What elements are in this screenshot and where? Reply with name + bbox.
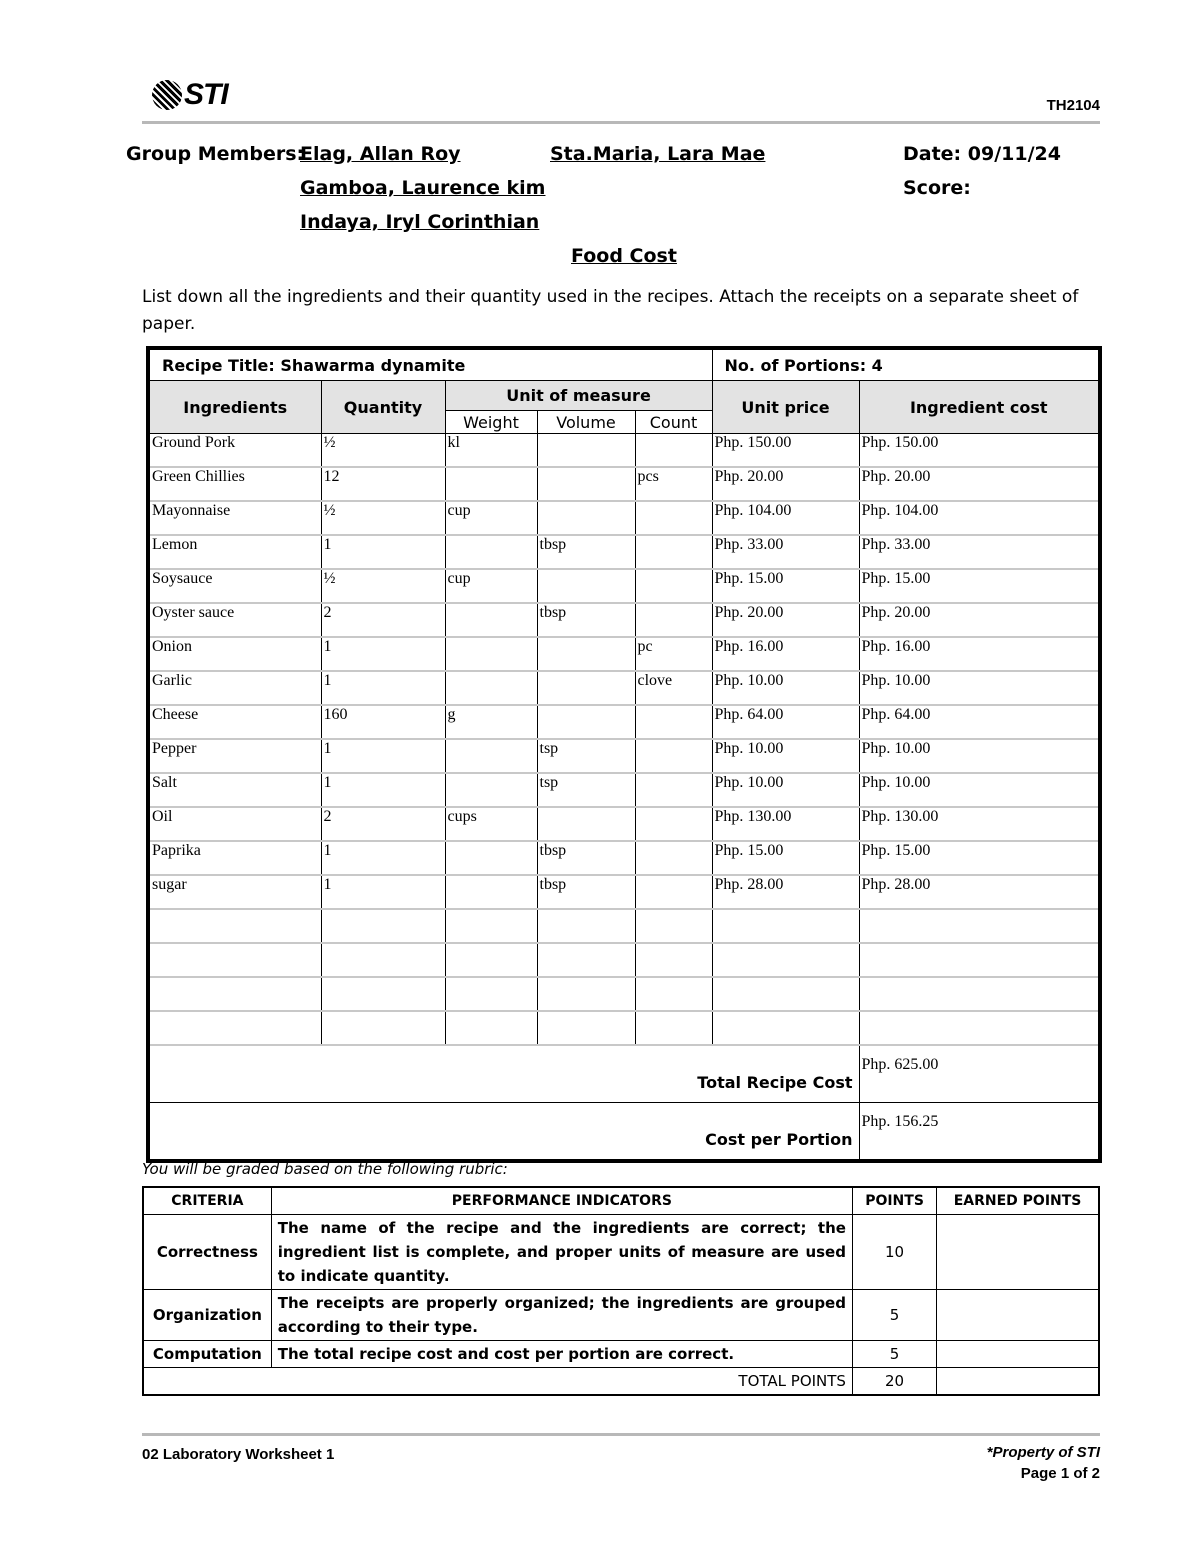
unit-price [712, 977, 859, 1011]
ingredient-cost [859, 1011, 1100, 1045]
table-row [148, 467, 1100, 501]
quantity: 1 [321, 875, 445, 909]
document-code: TH2104 [1046, 97, 1100, 114]
ingredient-name: Salt [148, 773, 321, 807]
unit-price [712, 909, 859, 943]
quantity: 1 [321, 773, 445, 807]
weight [445, 671, 537, 705]
table-row [148, 807, 1100, 841]
volume [537, 807, 635, 841]
count [635, 535, 712, 569]
unit-price: Php. 150.00 [712, 434, 859, 468]
count [635, 807, 712, 841]
header-weight: Weight [445, 411, 537, 434]
rubric-earned [937, 1215, 1099, 1290]
volume: tsp [537, 739, 635, 773]
rubric-header-criteria: CRITERIA [143, 1187, 271, 1215]
ingredient-name: Onion [148, 637, 321, 671]
ingredient-name: Ground Pork [148, 434, 321, 468]
unit-price: Php. 20.00 [712, 603, 859, 637]
unit-price [712, 943, 859, 977]
ingredient-name: Green Chillies [148, 467, 321, 501]
weight [445, 841, 537, 875]
volume: tbsp [537, 875, 635, 909]
table-row [148, 671, 1100, 705]
header-quantity: Quantity [321, 381, 445, 434]
unit-price: Php. 16.00 [712, 637, 859, 671]
unit-price: Php. 15.00 [712, 569, 859, 603]
unit-price: Php. 15.00 [712, 841, 859, 875]
rubric-note: You will be graded based on the following rubric: [142, 1160, 508, 1178]
footer-divider [142, 1433, 1100, 1436]
page-number: Page 1 of 2 [1020, 1465, 1100, 1482]
ingredient-name [148, 909, 321, 943]
quantity: 1 [321, 671, 445, 705]
volume [537, 977, 635, 1011]
footer-left: 02 Laboratory Worksheet 1 [142, 1446, 335, 1463]
count [635, 977, 712, 1011]
ingredient-cost [859, 909, 1100, 943]
rubric-criteria: Correctness [143, 1215, 271, 1290]
ingredient-name: Pepper [148, 739, 321, 773]
table-row [148, 739, 1100, 773]
ingredient-cost: Php. 15.00 [859, 569, 1100, 603]
rubric-indicator: The total recipe cost and cost per portion are correct. [271, 1341, 852, 1368]
volume [537, 909, 635, 943]
quantity: 1 [321, 739, 445, 773]
quantity: 160 [321, 705, 445, 739]
total-earned [937, 1368, 1099, 1396]
table-row [148, 637, 1100, 671]
recipe-title: Recipe Title: Shawarma dynamite [148, 348, 712, 381]
unit-price: Php. 28.00 [712, 875, 859, 909]
rubric-table [142, 1186, 1100, 1396]
cost-per-portion-label: Cost per Portion [148, 1103, 859, 1162]
volume [537, 637, 635, 671]
weight: cups [445, 807, 537, 841]
rubric-criteria: Computation [143, 1341, 271, 1368]
volume [537, 434, 635, 468]
rubric-points: 10 [852, 1215, 936, 1290]
weight: cup [445, 501, 537, 535]
ingredient-cost: Php. 20.00 [859, 603, 1100, 637]
rubric-header-earned: EARNED POINTS [937, 1187, 1099, 1215]
ingredient-cost: Php. 64.00 [859, 705, 1100, 739]
instructions: List down all the ingredients and their quantity used in the recipes. Attach the receipts on a separate sheet of paper. [142, 287, 1079, 334]
rubric-earned [937, 1290, 1099, 1341]
weight [445, 535, 537, 569]
volume: tbsp [537, 535, 635, 569]
header-ingredients: Ingredients [148, 381, 321, 434]
weight [445, 875, 537, 909]
count [635, 875, 712, 909]
score-label: Score: [903, 177, 971, 199]
quantity [321, 1011, 445, 1045]
unit-price: Php. 10.00 [712, 773, 859, 807]
unit-price: Php. 33.00 [712, 535, 859, 569]
quantity [321, 909, 445, 943]
footer-property: *Property of STI [986, 1444, 1100, 1461]
volume [537, 501, 635, 535]
portions: No. of Portions: 4 [712, 348, 1100, 381]
table-row [148, 909, 1100, 943]
ingredient-name: Paprika [148, 841, 321, 875]
quantity: 1 [321, 637, 445, 671]
ingredient-name: sugar [148, 875, 321, 909]
count [635, 603, 712, 637]
ingredient-name: Oyster sauce [148, 603, 321, 637]
unit-price: Php. 130.00 [712, 807, 859, 841]
date-label: Date: 09/11/24 [903, 143, 1061, 165]
unit-price: Php. 64.00 [712, 705, 859, 739]
rubric-header-indicators: PERFORMANCE INDICATORS [271, 1187, 852, 1215]
total-recipe-cost-label: Total Recipe Cost [148, 1045, 859, 1103]
rubric-points: 5 [852, 1290, 936, 1341]
rubric-criteria: Organization [143, 1290, 271, 1341]
count [635, 909, 712, 943]
volume: tsp [537, 773, 635, 807]
weight: kl [445, 434, 537, 468]
count [635, 501, 712, 535]
unit-price: Php. 20.00 [712, 467, 859, 501]
quantity: ½ [321, 569, 445, 603]
volume: tbsp [537, 603, 635, 637]
rubric-indicator: The name of the recipe and the ingredients are correct; the ingredient list is complete, and proper units of measure are used to indicate quantity. [271, 1215, 852, 1290]
quantity: 1 [321, 535, 445, 569]
count: pc [635, 637, 712, 671]
count [635, 569, 712, 603]
volume: tbsp [537, 841, 635, 875]
table-row [148, 977, 1100, 1011]
unit-price: Php. 10.00 [712, 671, 859, 705]
unit-price: Php. 10.00 [712, 739, 859, 773]
weight [445, 977, 537, 1011]
ingredient-name [148, 1011, 321, 1045]
weight [445, 1011, 537, 1045]
ingredient-cost: Php. 10.00 [859, 671, 1100, 705]
volume [537, 467, 635, 501]
ingredient-cost: Php. 16.00 [859, 637, 1100, 671]
count: pcs [635, 467, 712, 501]
quantity [321, 977, 445, 1011]
ingredient-cost: Php. 10.00 [859, 739, 1100, 773]
table-row [148, 943, 1100, 977]
table-row [148, 501, 1100, 535]
ingredient-cost: Php. 15.00 [859, 841, 1100, 875]
weight [445, 773, 537, 807]
count [635, 739, 712, 773]
weight [445, 943, 537, 977]
ingredient-name: Soysauce [148, 569, 321, 603]
volume [537, 569, 635, 603]
unit-price [712, 1011, 859, 1045]
header-count: Count [635, 411, 712, 434]
table-row [148, 535, 1100, 569]
header-ingredient-cost: Ingredient cost [859, 381, 1100, 434]
table-row [148, 1011, 1100, 1045]
cost-per-portion-value: Php. 156.25 [859, 1103, 1100, 1162]
ingredient-cost: Php. 10.00 [859, 773, 1100, 807]
count [635, 841, 712, 875]
member-2: Sta.Maria, Lara Mae [550, 143, 766, 165]
ingredient-cost [859, 943, 1100, 977]
table-row [148, 841, 1100, 875]
quantity: 2 [321, 603, 445, 637]
member-3: Gamboa, Laurence kim [300, 177, 546, 199]
sti-logo: STI [152, 78, 228, 112]
count [635, 773, 712, 807]
header-volume: Volume [537, 411, 635, 434]
quantity: ½ [321, 501, 445, 535]
total-points-value: 20 [852, 1368, 936, 1396]
table-row [148, 773, 1100, 807]
ingredient-cost: Php. 130.00 [859, 807, 1100, 841]
globe-icon [152, 80, 182, 110]
table-row [148, 569, 1100, 603]
count [635, 434, 712, 468]
volume [537, 943, 635, 977]
ingredient-name: Garlic [148, 671, 321, 705]
food-cost-table [146, 346, 1102, 1163]
table-row [148, 705, 1100, 739]
ingredient-cost: Php. 28.00 [859, 875, 1100, 909]
weight [445, 637, 537, 671]
ingredient-name [148, 977, 321, 1011]
header-unit-price: Unit price [712, 381, 859, 434]
volume [537, 705, 635, 739]
weight [445, 739, 537, 773]
unit-price: Php. 104.00 [712, 501, 859, 535]
member-4: Indaya, Iryl Corinthian [300, 211, 540, 233]
ingredient-name: Lemon [148, 535, 321, 569]
ingredient-cost: Php. 104.00 [859, 501, 1100, 535]
ingredient-name [148, 943, 321, 977]
quantity: 12 [321, 467, 445, 501]
member-1: Elag, Allan Roy [300, 143, 461, 165]
ingredient-cost [859, 977, 1100, 1011]
header-unit-of-measure: Unit of measure [445, 381, 712, 411]
rubric-earned [937, 1341, 1099, 1368]
rubric-indicator: The receipts are properly organized; the ingredients are grouped according to their type. [271, 1290, 852, 1341]
ingredient-cost: Php. 150.00 [859, 434, 1100, 468]
total-points-label: TOTAL POINTS [143, 1368, 852, 1396]
rubric-header-points: POINTS [852, 1187, 936, 1215]
weight [445, 603, 537, 637]
header-divider [142, 121, 1100, 124]
group-members-label: Group Members: [126, 143, 305, 165]
quantity: ½ [321, 434, 445, 468]
ingredient-name: Mayonnaise [148, 501, 321, 535]
rubric-points: 5 [852, 1341, 936, 1368]
weight: cup [445, 569, 537, 603]
ingredient-cost: Php. 20.00 [859, 467, 1100, 501]
count [635, 705, 712, 739]
total-recipe-cost-value: Php. 625.00 [859, 1045, 1100, 1103]
count: clove [635, 671, 712, 705]
ingredient-name: Cheese [148, 705, 321, 739]
table-row [148, 875, 1100, 909]
page-title: Food Cost [571, 245, 677, 267]
count [635, 943, 712, 977]
volume [537, 1011, 635, 1045]
quantity [321, 943, 445, 977]
count [635, 1011, 712, 1045]
quantity: 1 [321, 841, 445, 875]
table-row [148, 434, 1100, 468]
ingredient-cost: Php. 33.00 [859, 535, 1100, 569]
weight: g [445, 705, 537, 739]
weight [445, 467, 537, 501]
volume [537, 671, 635, 705]
quantity: 2 [321, 807, 445, 841]
weight [445, 909, 537, 943]
ingredient-name: Oil [148, 807, 321, 841]
table-row [148, 603, 1100, 637]
